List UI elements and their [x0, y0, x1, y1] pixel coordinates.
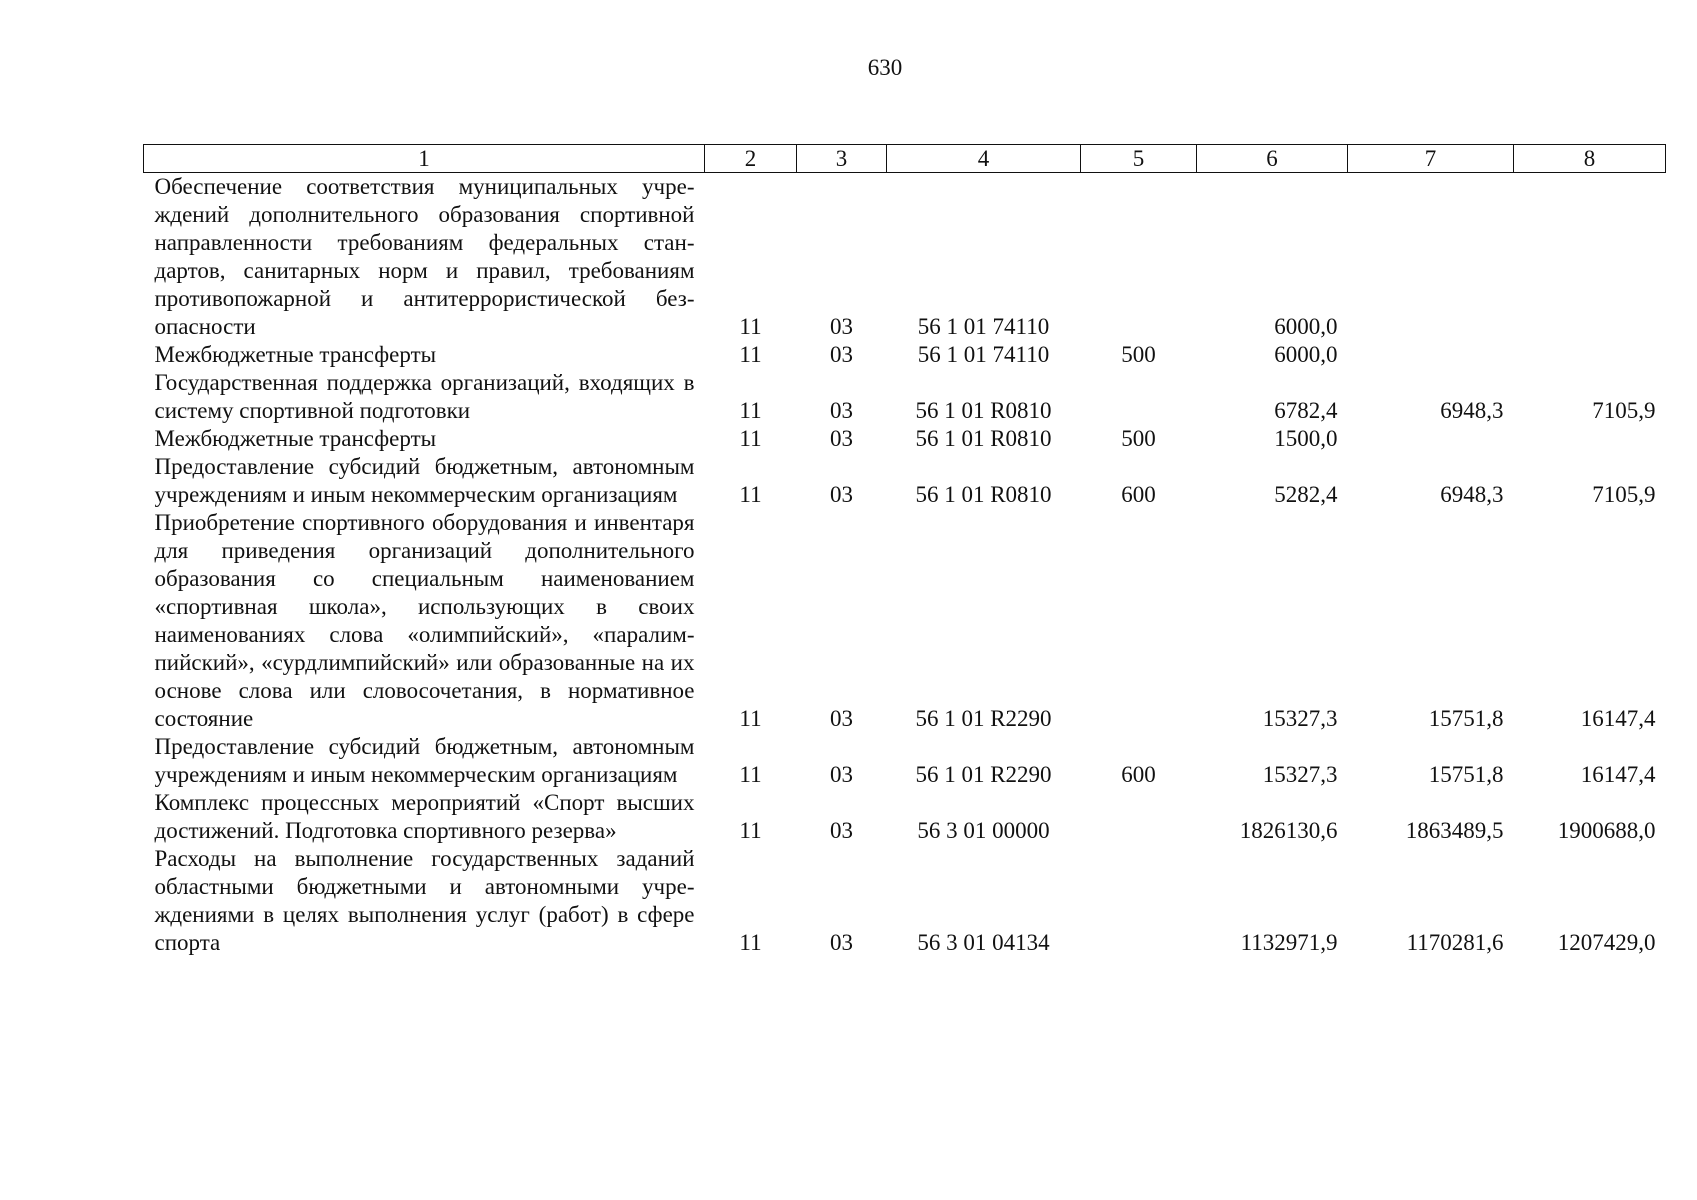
- row-expense-type: 500: [1121, 426, 1156, 451]
- row-expense-type: [1081, 173, 1197, 342]
- row-amount-2: 15751,8: [1428, 762, 1504, 787]
- table-row: [144, 369, 1666, 425]
- row-target-code: 56 1 01 R0810: [915, 426, 1052, 451]
- row-amount-1: 6000,0: [1274, 342, 1338, 367]
- row-amount-3: [1514, 173, 1666, 342]
- row-target-code: 56 3 01 04134: [917, 930, 1050, 955]
- row-amount-2: 6948,3: [1440, 398, 1504, 423]
- row-expense-type: 600: [1121, 762, 1156, 787]
- row-subsection: 03: [830, 818, 853, 843]
- row-amount-1: 1826130,6: [1239, 818, 1338, 843]
- header-row: [144, 145, 1666, 173]
- row-expense-type: [1081, 789, 1197, 845]
- row-subsection: 03: [830, 930, 853, 955]
- header-col-2: 2: [705, 145, 797, 173]
- table-row: [144, 453, 1666, 509]
- row-subsection: 03: [830, 398, 853, 423]
- row-amount-3: 16147,4: [1580, 706, 1656, 731]
- row-expense-type: [1081, 509, 1197, 733]
- row-amount-3: [1514, 425, 1666, 453]
- table-header: [144, 145, 1666, 173]
- row-name: Обеспечение соответствия муниципальных учреждений дополнительного образования спортивной направленности требованиям федеральных стандартов, санитарных норм и правил, требованиям противопожарной и антитеррористической безопасности: [154, 174, 695, 339]
- row-expense-type: 600: [1121, 482, 1156, 507]
- table-row: [144, 173, 1666, 342]
- row-name: Государственная поддержка организаций, входящих в систему спортивной подготовки: [154, 370, 695, 423]
- row-amount-1: 6000,0: [1274, 314, 1338, 339]
- row-name: Предоставление субсидий бюджетным, автономным учреждениям и иным некоммерческим организациям: [154, 734, 695, 787]
- row-subsection: 03: [830, 426, 853, 451]
- row-section: 11: [739, 762, 762, 787]
- header-col-6: 6: [1197, 145, 1348, 173]
- row-amount-1: 1500,0: [1274, 426, 1338, 451]
- table-row: [144, 733, 1666, 789]
- row-amount-1: 15327,3: [1262, 762, 1338, 787]
- row-section: 11: [739, 930, 762, 955]
- row-amount-3: 1207429,0: [1557, 930, 1656, 955]
- row-target-code: 56 1 01 R0810: [915, 398, 1052, 423]
- row-amount-3: 16147,4: [1580, 762, 1656, 787]
- row-expense-type: [1081, 845, 1197, 957]
- table-row: [144, 845, 1666, 957]
- row-amount-2: 15751,8: [1428, 706, 1504, 731]
- row-section: 11: [739, 426, 762, 451]
- row-section: 11: [739, 314, 762, 339]
- row-name: Предоставление субсидий бюджетным, автономным учреждениям и иным некоммерческим организациям: [154, 454, 695, 507]
- header-col-1: 1: [144, 145, 705, 173]
- row-target-code: 56 1 01 74110: [917, 342, 1050, 367]
- row-amount-3: [1514, 341, 1666, 369]
- row-section: 11: [739, 818, 762, 843]
- table-row: [144, 425, 1666, 453]
- row-target-code: 56 1 01 R2290: [915, 762, 1052, 787]
- row-amount-1: 5282,4: [1274, 482, 1338, 507]
- row-subsection: 03: [830, 762, 853, 787]
- table-row: [144, 341, 1666, 369]
- row-amount-1: 6782,4: [1274, 398, 1338, 423]
- header-col-7: 7: [1348, 145, 1514, 173]
- row-amount-1: 1132971,9: [1240, 930, 1338, 955]
- header-col-8: 8: [1514, 145, 1666, 173]
- row-amount-2: 6948,3: [1440, 482, 1504, 507]
- row-section: 11: [739, 482, 762, 507]
- table-body: [144, 173, 1666, 958]
- row-target-code: 56 1 01 R2290: [915, 706, 1052, 731]
- row-expense-type: [1081, 369, 1197, 425]
- row-name: Расходы на выполнение государственных заданий областными бюджетными и автономными учреждениями в целях выполнения услуг (работ) в сфере спорта: [154, 846, 695, 955]
- row-amount-3: 7105,9: [1592, 398, 1656, 423]
- row-section: 11: [739, 342, 762, 367]
- row-name: Комплекс процессных мероприятий «Спорт высших достижений. Подготовка спортивного резерва»: [154, 790, 695, 843]
- row-section: 11: [739, 398, 762, 423]
- row-amount-2: 1863489,5: [1405, 818, 1504, 843]
- table-row: [144, 509, 1666, 733]
- row-amount-2: [1348, 173, 1514, 342]
- header-col-4: 4: [887, 145, 1081, 173]
- row-subsection: 03: [830, 314, 853, 339]
- row-amount-2: [1348, 341, 1514, 369]
- row-target-code: 56 1 01 R0810: [915, 482, 1052, 507]
- row-name: Приобретение спортивного оборудования и инвентаря для приведения организаций дополнительного образования со специальным наименованием «спортивная школа», использующих в своих наименованиях слова «олимпийский», «паралимпийский», «сурдлимпийский» или образованные на их основе слова или словосочетания, в нормативное состояние: [154, 510, 695, 731]
- budget-table: [143, 144, 1666, 957]
- row-subsection: 03: [830, 706, 853, 731]
- header-col-5: 5: [1081, 145, 1197, 173]
- row-amount-3: 7105,9: [1592, 482, 1656, 507]
- row-subsection: 03: [830, 482, 853, 507]
- row-section: 11: [739, 706, 762, 731]
- header-col-3: 3: [797, 145, 887, 173]
- row-amount-1: 15327,3: [1262, 706, 1338, 731]
- row-subsection: 03: [830, 342, 853, 367]
- row-expense-type: 500: [1121, 342, 1156, 367]
- row-amount-3: 1900688,0: [1557, 818, 1656, 843]
- table-row: [144, 789, 1666, 845]
- row-name: Межбюджетные трансферты: [154, 342, 437, 367]
- row-target-code: 56 1 01 74110: [917, 314, 1050, 339]
- row-amount-2: 1170281,6: [1406, 930, 1504, 955]
- row-target-code: 56 3 01 00000: [917, 818, 1050, 843]
- row-name: Межбюджетные трансферты: [154, 426, 437, 451]
- page-number: 630: [867, 55, 903, 80]
- row-amount-2: [1348, 425, 1514, 453]
